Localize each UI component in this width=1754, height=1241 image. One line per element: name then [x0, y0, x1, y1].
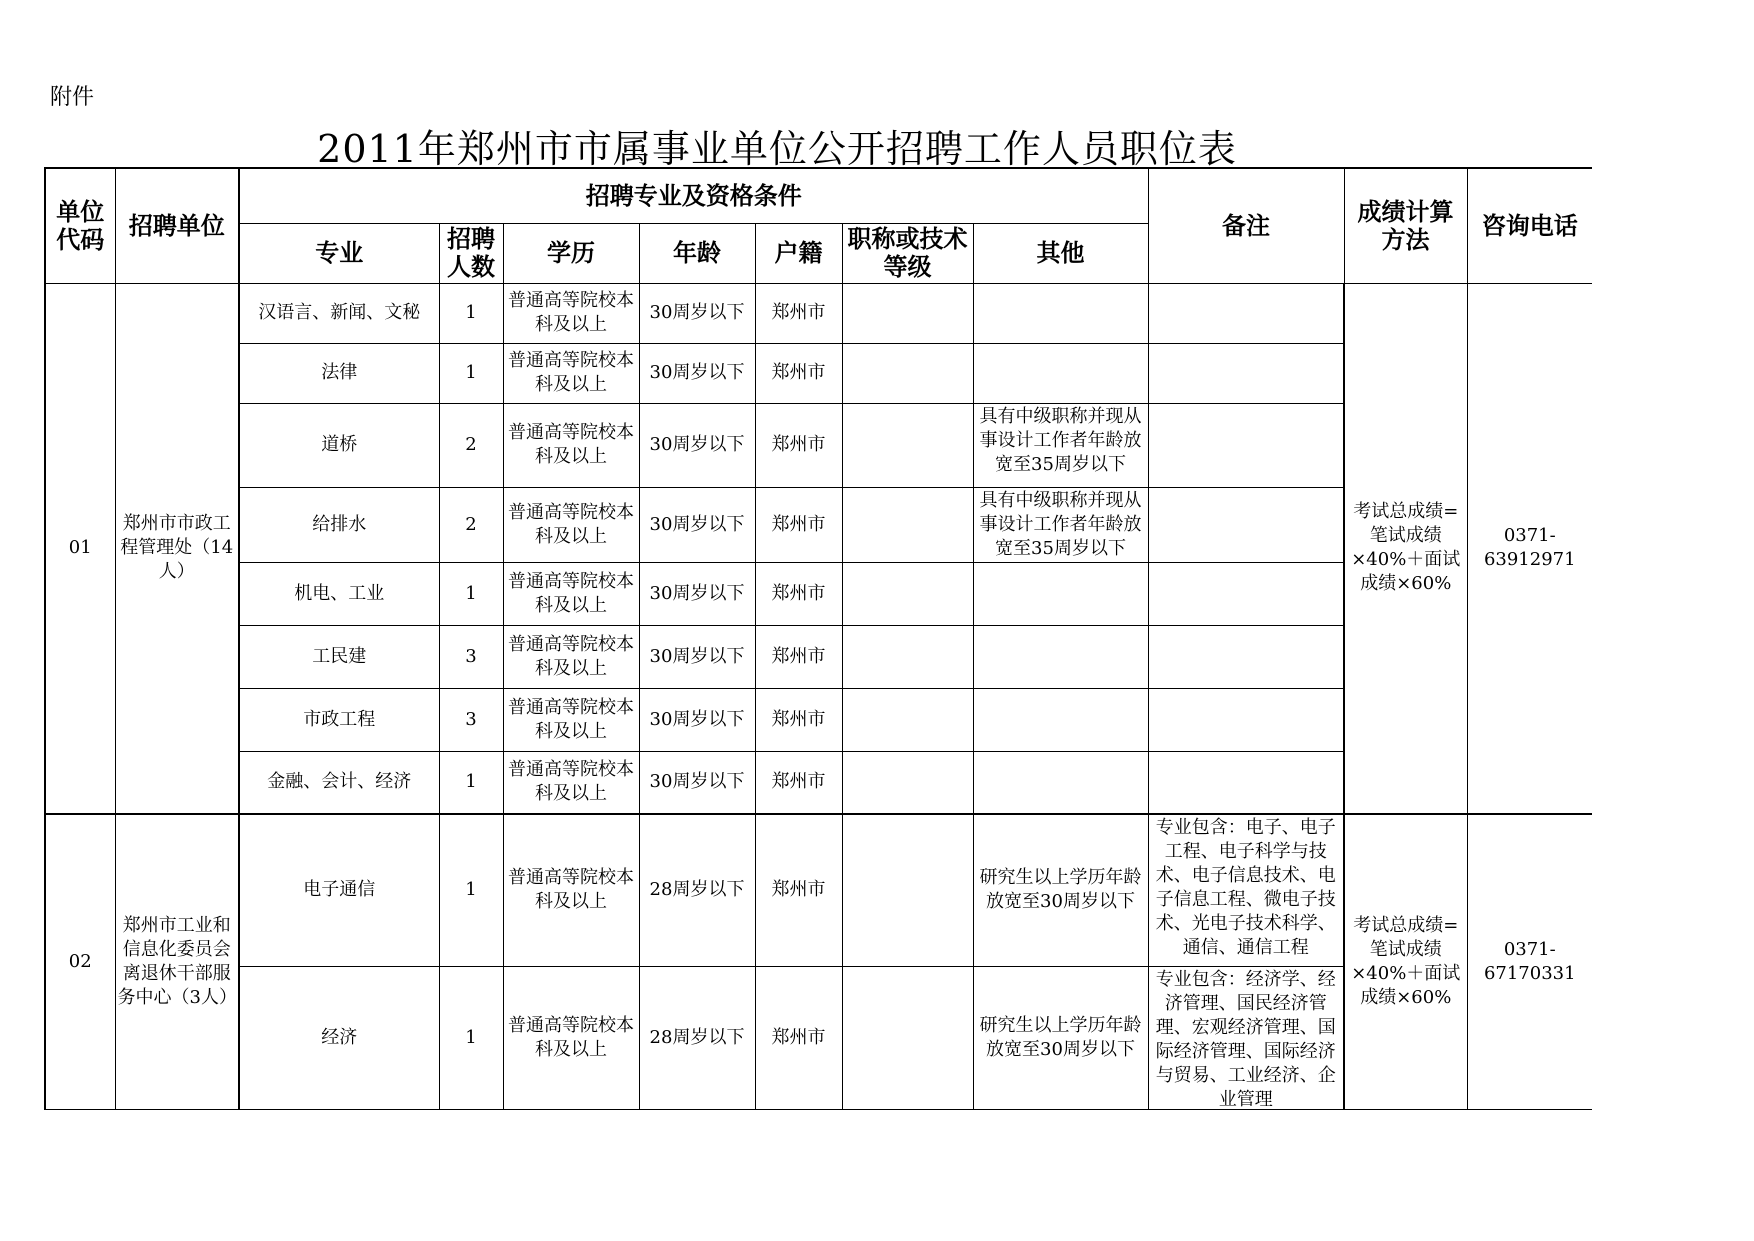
phone-cell: 0371-67170331 — [1467, 814, 1592, 1109]
header-unit-code: 单位代码 — [45, 168, 115, 283]
residence-cell: 郑州市 — [755, 562, 842, 625]
header-conditions-group: 招聘专业及资格条件 — [239, 168, 1148, 223]
major-cell: 法律 — [239, 343, 439, 403]
remarks-cell — [1148, 487, 1344, 562]
count-cell: 2 — [439, 487, 503, 562]
count-cell: 1 — [439, 562, 503, 625]
major-cell: 道桥 — [239, 403, 439, 487]
title-level-cell — [842, 814, 973, 966]
unit-name-cell: 郑州市工业和信息化委员会离退休干部服务中心（3人） — [115, 814, 239, 1109]
header-unit: 招聘单位 — [115, 168, 239, 283]
age-cell: 30周岁以下 — [639, 625, 755, 688]
header-title-level: 职称或技术等级 — [842, 223, 973, 283]
count-cell: 2 — [439, 403, 503, 487]
major-cell: 金融、会计、经济 — [239, 751, 439, 814]
residence-cell: 郑州市 — [755, 751, 842, 814]
positions-table — [44, 167, 1592, 1110]
residence-cell: 郑州市 — [755, 403, 842, 487]
table-row — [45, 814, 1592, 966]
remarks-cell: 专业包含：经济学、经济管理、国民经济管理、宏观经济管理、国际经济管理、国际经济与贸易、工业经济、企业管理 — [1148, 966, 1344, 1109]
title-level-cell — [842, 625, 973, 688]
age-cell: 30周岁以下 — [639, 283, 755, 343]
count-cell: 1 — [439, 283, 503, 343]
major-cell: 给排水 — [239, 487, 439, 562]
header-major: 专业 — [239, 223, 439, 283]
header-remarks: 备注 — [1148, 168, 1344, 283]
education-cell: 普通高等院校本科及以上 — [503, 283, 639, 343]
other-cell: 研究生以上学历年龄放宽至30周岁以下 — [973, 814, 1148, 966]
header-score-method: 成绩计算方法 — [1344, 168, 1467, 283]
remarks-cell — [1148, 343, 1344, 403]
residence-cell: 郑州市 — [755, 625, 842, 688]
remarks-cell — [1148, 403, 1344, 487]
residence-cell: 郑州市 — [755, 814, 842, 966]
count-cell: 1 — [439, 343, 503, 403]
annex-label: 附件 — [50, 85, 95, 110]
education-cell: 普通高等院校本科及以上 — [503, 487, 639, 562]
remarks-cell — [1148, 688, 1344, 751]
education-cell: 普通高等院校本科及以上 — [503, 403, 639, 487]
title-level-cell — [842, 966, 973, 1109]
remarks-cell — [1148, 283, 1344, 343]
age-cell: 30周岁以下 — [639, 562, 755, 625]
education-cell: 普通高等院校本科及以上 — [503, 625, 639, 688]
count-cell: 1 — [439, 814, 503, 966]
table-body — [45, 283, 1592, 1109]
age-cell: 30周岁以下 — [639, 487, 755, 562]
count-cell: 3 — [439, 625, 503, 688]
residence-cell: 郑州市 — [755, 966, 842, 1109]
title-level-cell — [842, 487, 973, 562]
major-cell: 机电、工业 — [239, 562, 439, 625]
remarks-cell — [1148, 562, 1344, 625]
major-cell: 工民建 — [239, 625, 439, 688]
other-cell — [973, 343, 1148, 403]
count-cell: 1 — [439, 751, 503, 814]
other-cell — [973, 562, 1148, 625]
other-cell: 具有中级职称并现从事设计工作者年龄放宽至35周岁以下 — [973, 403, 1148, 487]
title-level-cell — [842, 343, 973, 403]
title-level-cell — [842, 562, 973, 625]
other-cell — [973, 625, 1148, 688]
residence-cell: 郑州市 — [755, 487, 842, 562]
education-cell: 普通高等院校本科及以上 — [503, 688, 639, 751]
age-cell: 30周岁以下 — [639, 688, 755, 751]
education-cell: 普通高等院校本科及以上 — [503, 966, 639, 1109]
title-level-cell — [842, 751, 973, 814]
score-method-cell: 考试总成绩=笔试成绩×40%＋面试成绩×60% — [1344, 283, 1467, 814]
title-level-cell — [842, 283, 973, 343]
header-age: 年龄 — [639, 223, 755, 283]
age-cell: 30周岁以下 — [639, 403, 755, 487]
residence-cell: 郑州市 — [755, 688, 842, 751]
positions-table-wrapper — [44, 167, 1592, 1112]
remarks-cell — [1148, 751, 1344, 814]
age-cell: 30周岁以下 — [639, 751, 755, 814]
header-residence: 户籍 — [755, 223, 842, 283]
other-cell — [973, 688, 1148, 751]
unit-code-cell: 02 — [45, 814, 115, 1109]
residence-cell: 郑州市 — [755, 343, 842, 403]
page-title: 2011年郑州市市属事业单位公开招聘工作人员职位表 — [317, 127, 1237, 171]
major-cell: 汉语言、新闻、文秘 — [239, 283, 439, 343]
table-header — [45, 168, 1592, 283]
major-cell: 经济 — [239, 966, 439, 1109]
score-method-cell: 考试总成绩=笔试成绩×40%＋面试成绩×60% — [1344, 814, 1467, 1109]
education-cell: 普通高等院校本科及以上 — [503, 343, 639, 403]
remarks-cell: 专业包含：电子、电子工程、电子科学与技术、电子信息技术、电子信息工程、微电子技术、光电子技术科学、通信、通信工程 — [1148, 814, 1344, 966]
other-cell — [973, 283, 1148, 343]
unit-name-cell: 郑州市市政工程管理处（14人） — [115, 283, 239, 814]
education-cell: 普通高等院校本科及以上 — [503, 562, 639, 625]
count-cell: 1 — [439, 966, 503, 1109]
age-cell: 28周岁以下 — [639, 814, 755, 966]
residence-cell: 郑州市 — [755, 283, 842, 343]
education-cell: 普通高等院校本科及以上 — [503, 751, 639, 814]
major-cell: 市政工程 — [239, 688, 439, 751]
other-cell: 具有中级职称并现从事设计工作者年龄放宽至35周岁以下 — [973, 487, 1148, 562]
age-cell: 28周岁以下 — [639, 966, 755, 1109]
header-education: 学历 — [503, 223, 639, 283]
major-cell: 电子通信 — [239, 814, 439, 966]
header-other: 其他 — [973, 223, 1148, 283]
education-cell: 普通高等院校本科及以上 — [503, 814, 639, 966]
title-level-cell — [842, 688, 973, 751]
remarks-cell — [1148, 625, 1344, 688]
count-cell: 3 — [439, 688, 503, 751]
unit-code-cell: 01 — [45, 283, 115, 814]
header-count: 招聘人数 — [439, 223, 503, 283]
other-cell: 研究生以上学历年龄放宽至30周岁以下 — [973, 966, 1148, 1109]
age-cell: 30周岁以下 — [639, 343, 755, 403]
title-level-cell — [842, 403, 973, 487]
table-row — [45, 283, 1592, 343]
phone-cell: 0371-63912971 — [1467, 283, 1592, 814]
other-cell — [973, 751, 1148, 814]
header-phone: 咨询电话 — [1467, 168, 1592, 283]
